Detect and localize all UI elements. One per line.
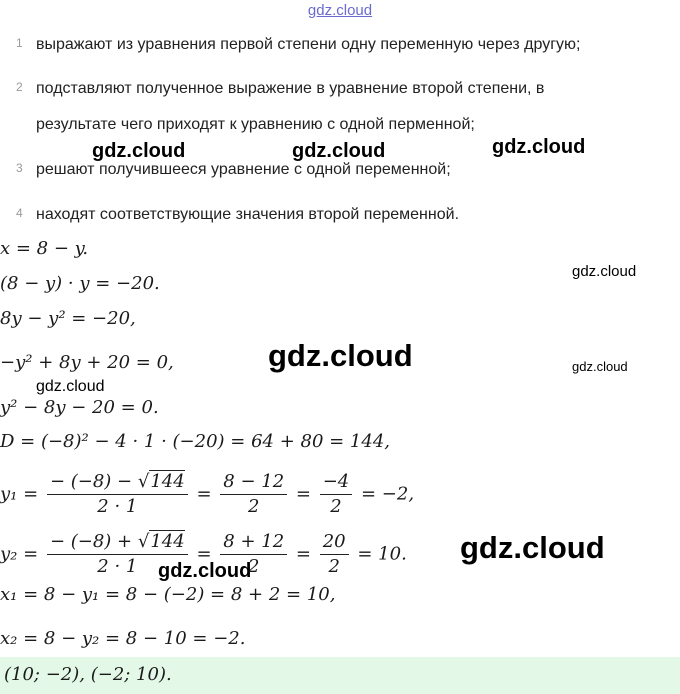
denominator: 2 · 1: [97, 496, 138, 517]
numerator: 8 − 12: [220, 470, 287, 495]
watermark: gdz.cloud: [292, 140, 386, 162]
equals-sign: =: [196, 483, 212, 505]
watermark: gdz.cloud: [572, 359, 628, 374]
sqrt-radicand: 144: [150, 471, 185, 492]
step-number: 4: [16, 206, 23, 220]
step-text: подставляют полученное выражение в уравнение второй степени, в: [36, 80, 545, 97]
equals-sign: =: [196, 543, 212, 565]
y2-rhs: = 10.: [357, 543, 407, 565]
math-line: x₁ = 8 − y₁ = 8 − (−2) = 8 + 2 = 10,: [0, 584, 336, 605]
watermark: gdz.cloud: [572, 263, 637, 280]
watermark: gdz.cloud: [460, 530, 605, 565]
step-text: результате чего приходят к уравнению с одной перменной;: [36, 116, 475, 133]
numerator: 8 + 12: [220, 530, 287, 555]
y2-lhs: y₂ =: [0, 543, 39, 565]
site-link[interactable]: gdz.cloud: [307, 2, 373, 19]
denominator: 2: [328, 556, 340, 577]
math-line: (8 − y) · y = −20.: [0, 273, 160, 294]
watermark: gdz.cloud: [36, 378, 105, 395]
fraction: [220, 470, 287, 519]
numerator: − (−8) + √144: [47, 530, 188, 555]
step-number: 2: [16, 80, 23, 94]
denominator: 2: [330, 496, 342, 517]
fraction: [47, 470, 188, 519]
math-line: y² − 8y − 20 = 0.: [0, 397, 159, 418]
y1-rhs: = −2,: [361, 483, 415, 505]
equals-sign: =: [295, 483, 311, 505]
step-text: выражают из уравнения первой степени одну переменную через другую;: [36, 36, 581, 53]
watermark: gdz.cloud: [492, 136, 586, 158]
step-number: 3: [16, 161, 23, 175]
denominator: 2: [247, 496, 260, 517]
watermark: gdz.cloud: [92, 140, 186, 162]
numerator: −4: [320, 470, 353, 495]
numerator: − (−8) − √144: [47, 470, 188, 495]
denominator: 2: [247, 556, 260, 577]
y1-equation: [0, 470, 414, 519]
watermark: gdz.cloud: [158, 560, 252, 582]
y1-lhs: y₁ =: [0, 483, 39, 505]
denominator: 2 · 1: [97, 556, 138, 577]
watermark: gdz.cloud: [268, 338, 413, 373]
math-line: 8y − y² = −20,: [0, 308, 136, 329]
sqrt-radicand: 144: [150, 531, 185, 552]
fraction: [320, 470, 353, 519]
math-line: x = 8 − y.: [0, 238, 89, 259]
math-line: D = (−8)² − 4 · 1 · (−20) = 64 + 80 = 144,: [0, 431, 391, 452]
math-line: −y² + 8y + 20 = 0,: [0, 352, 174, 373]
numerator: 20: [320, 530, 349, 555]
numerator-text: − (−8) −: [49, 471, 138, 492]
step-text: решают получившееся уравнение с одной переменной;: [36, 161, 451, 178]
fraction: [320, 530, 349, 579]
equals-sign: =: [295, 543, 311, 565]
step-text: находят соответствующие значения второй переменной.: [36, 206, 460, 223]
numerator-text: − (−8) +: [49, 531, 138, 552]
step-number: 1: [16, 36, 23, 50]
math-line: x₂ = 8 − y₂ = 8 − 10 = −2.: [0, 628, 246, 649]
answer: (10; −2), (−2; 10).: [4, 664, 172, 685]
